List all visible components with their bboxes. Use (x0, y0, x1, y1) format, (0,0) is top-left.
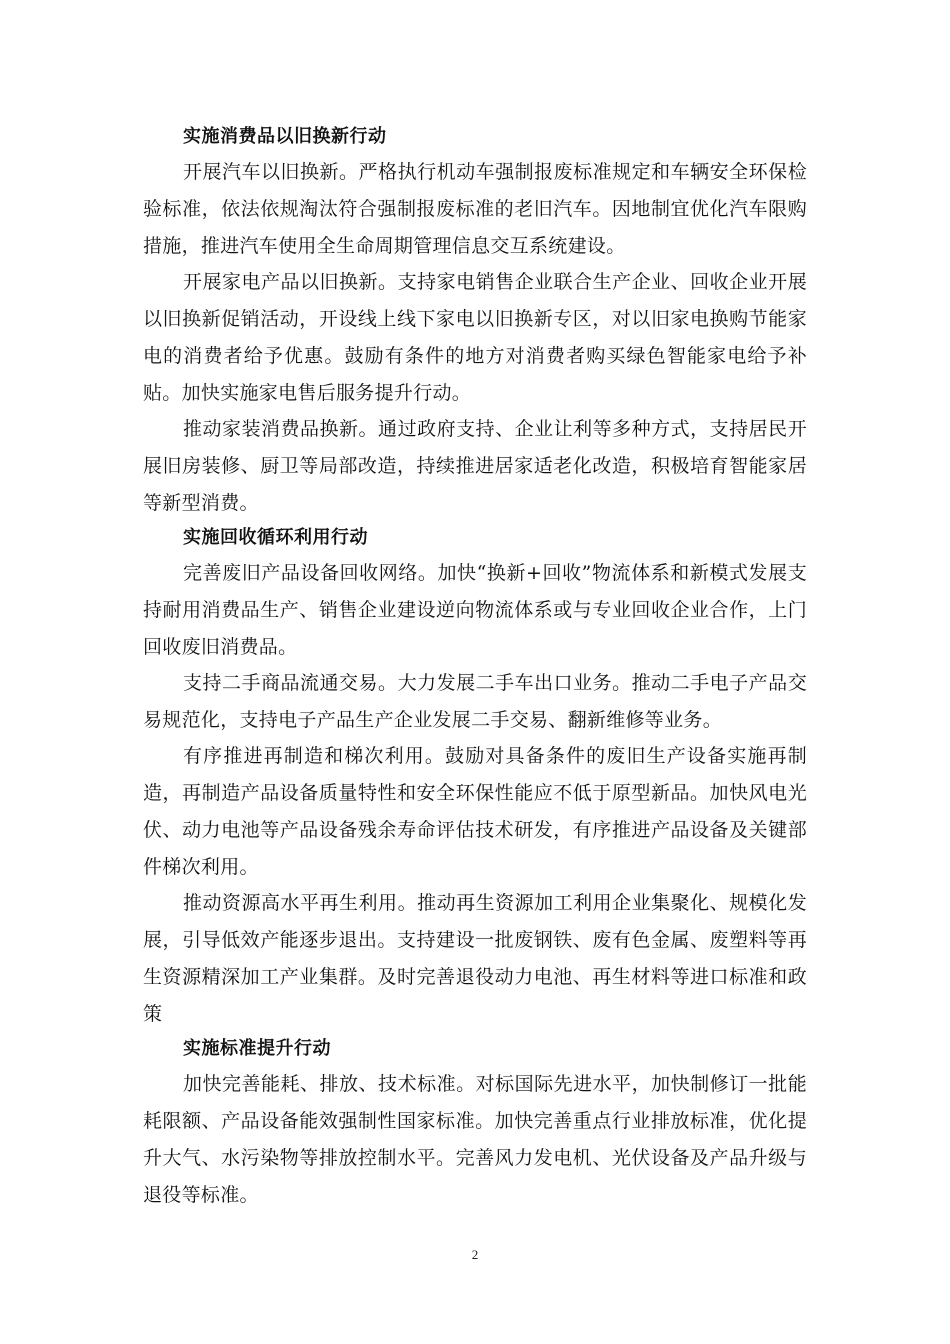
paragraph: 开展家电产品以旧换新。支持家电销售企业联合生产企业、回收企业开展以旧换新促销活动，开设线上线下家电以旧换新专区，对以旧家电换购节能家电的消费者给予优惠。鼓励有条件的地方对消费者购买绿色智能家电给予补贴。加快实施家电售后服务提升行动。 (143, 271, 807, 404)
section-consumer-goods (143, 120, 807, 522)
paragraph: 加快完善能耗、排放、技术标准。对标国际先进水平，加快制修订一批能耗限额、产品设备能效强制性国家标准。加快完善重点行业排放标准，优化提升大气、水污染物等排放控制水平。完善风力发电机、光伏设备及产品升级与退役等标准。 (143, 1073, 807, 1206)
section-heading: 实施回收循环利用行动 (183, 527, 368, 548)
paragraph: 推动资源高水平再生利用。推动再生资源加工利用企业集聚化、规模化发展，引导低效产能逐步退出。支持建设一批废钢铁、废有色金属、废塑料等再生资源精深加工产业集群。及时完善退役动力电池、再生材料等进口标准和政策 (143, 892, 807, 1025)
page-number: 2 (471, 1247, 479, 1262)
paragraph: 支持二手商品流通交易。大力发展二手车出口业务。推动二手电子产品交易规范化，支持电子产品生产企业发展二手交易、翻新维修等业务。 (143, 672, 807, 731)
paragraph: 推动家装消费品换新。通过政府支持、企业让利等多种方式，支持居民开展旧房装修、厨卫等局部改造，持续推进居家适老化改造，积极培育智能家居等新型消费。 (143, 418, 807, 514)
paragraph: 开展汽车以旧换新。严格执行机动车强制报废标准规定和车辆安全环保检验标准，依法依规淘汰符合强制报废标准的老旧汽车。因地制宜优化汽车限购措施，推进汽车使用全生命周期管理信息交互系统建设。 (143, 161, 807, 257)
section-heading: 实施标准提升行动 (183, 1038, 331, 1059)
section-recycling (143, 521, 807, 1033)
section-heading: 实施消费品以旧换新行动 (183, 126, 387, 147)
paragraph: 完善废旧产品设备回收网络。加快“换新+回收”物流体系和新模式发展支持耐用消费品生产、销售企业建设逆向物流体系或与专业回收企业合作，上门回收废旧消费品。 (143, 562, 807, 658)
document-body (143, 120, 807, 1213)
section-standards (143, 1032, 807, 1214)
paragraph: 有序推进再制造和梯次利用。鼓励对具备条件的废旧生产设备实施再制造，再制造产品设备质量特性和安全环保性能应不低于原型新品。加快风电光伏、动力电池等产品设备残余寿命评估技术研发，有序推进产品设备及关键部件梯次利用。 (143, 745, 807, 878)
